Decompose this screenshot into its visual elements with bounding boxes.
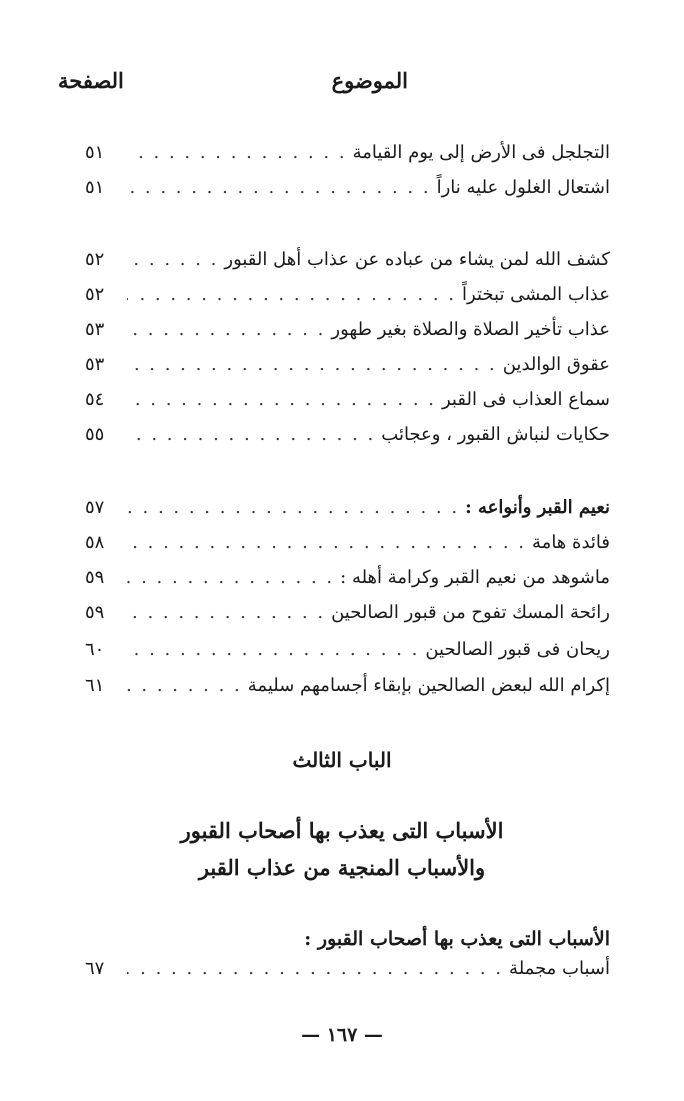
dot-leader	[127, 142, 347, 163]
entry-title: عقوق الوالدين	[502, 354, 610, 375]
toc-entry	[85, 177, 610, 207]
entry-title: رائحة المسك تفوح من قبور الصالحين	[331, 602, 610, 623]
toc-entry	[85, 142, 610, 172]
toc-entry	[85, 249, 610, 279]
toc-entry	[85, 497, 610, 527]
toc-entry	[85, 389, 610, 419]
toc-entry	[85, 639, 610, 669]
dot-leader	[127, 958, 503, 979]
chapter-title: الباب الثالث	[292, 748, 392, 772]
entry-title: فائدة هامة	[532, 532, 610, 553]
dot-leader	[127, 177, 431, 198]
dot-leader	[127, 639, 419, 660]
entry-title: ماشوهد من نعيم القبر وكرامة أهله :	[340, 567, 610, 588]
entry-page: ٥٤	[85, 389, 105, 410]
entry-title: سماع العذاب فى القبر	[441, 389, 610, 410]
entry-title: حكايات لنباش القبور ، وعجائب	[381, 424, 610, 445]
entry-title: كشف الله لمن يشاء من عباده عن عذاب أهل القبور	[224, 249, 610, 270]
entry-page: ٥٨	[85, 532, 105, 553]
toc-entry	[85, 532, 610, 562]
toc-entry	[85, 675, 610, 705]
entry-page: ٥١	[85, 142, 105, 163]
entry-page: ٥٢	[85, 249, 105, 270]
toc-entry	[85, 354, 610, 384]
chapter-subtitle-line1: الأسباب التى يعذب بها أصحاب القبور	[180, 818, 504, 843]
entry-page: ٥٩	[85, 567, 105, 588]
dot-leader	[127, 249, 218, 270]
entry-page: ٥١	[85, 177, 105, 198]
dot-leader	[127, 424, 375, 445]
entry-page: ٦٠	[85, 639, 105, 660]
entry-page: ٥٣	[85, 354, 105, 375]
entry-title: عذاب تأخير الصلاة والصلاة بغير طهور	[331, 319, 610, 340]
entry-title: اشتعال الغلول عليه ناراً	[436, 177, 610, 198]
entry-title: عذاب المشى تبختراً	[462, 284, 610, 305]
entry-title: إكرام الله لبعض الصالحين بإبقاء أجسامهم سليمة	[247, 675, 610, 696]
toc-entry	[85, 602, 610, 632]
dot-leader	[127, 567, 334, 588]
dot-leader	[127, 284, 456, 305]
dot-leader	[127, 389, 436, 410]
dot-leader	[127, 675, 242, 696]
page-number: — ١٦٧ —	[301, 1024, 383, 1046]
toc-entry	[85, 319, 610, 349]
entry-page: ٥٢	[85, 284, 105, 305]
entry-page: ٥٧	[85, 497, 105, 518]
dot-leader	[127, 319, 325, 340]
entry-page: ٥٣	[85, 319, 105, 340]
entry-title: التجلجل فى الأرض إلى يوم القيامة	[352, 142, 610, 163]
section-heading: الأسباب التى يعذب بها أصحاب القبور :	[304, 928, 610, 950]
dot-leader	[127, 602, 325, 623]
topic-column-header: الموضوع	[331, 68, 408, 93]
chapter-subtitle-line2: والأسباب المنجية من عذاب القبر	[198, 855, 486, 880]
entry-title: ريحان فى قبور الصالحين	[425, 639, 610, 660]
entry-title: أسباب مجملة	[509, 958, 610, 979]
page-column-header: الصفحة	[58, 68, 124, 93]
entry-page: ٥٩	[85, 602, 105, 623]
dot-leader	[127, 532, 526, 553]
entry-page: ٥٥	[85, 424, 105, 445]
toc-entry	[85, 284, 610, 314]
entry-title: نعيم القبر وأنواعه :	[465, 497, 610, 518]
toc-entry	[85, 958, 610, 988]
toc-entry	[85, 567, 610, 597]
toc-entry	[85, 424, 610, 454]
entry-page: ٦٧	[85, 958, 105, 979]
entry-page: ٦١	[85, 675, 105, 696]
dot-leader	[127, 354, 497, 375]
dot-leader	[127, 497, 459, 518]
